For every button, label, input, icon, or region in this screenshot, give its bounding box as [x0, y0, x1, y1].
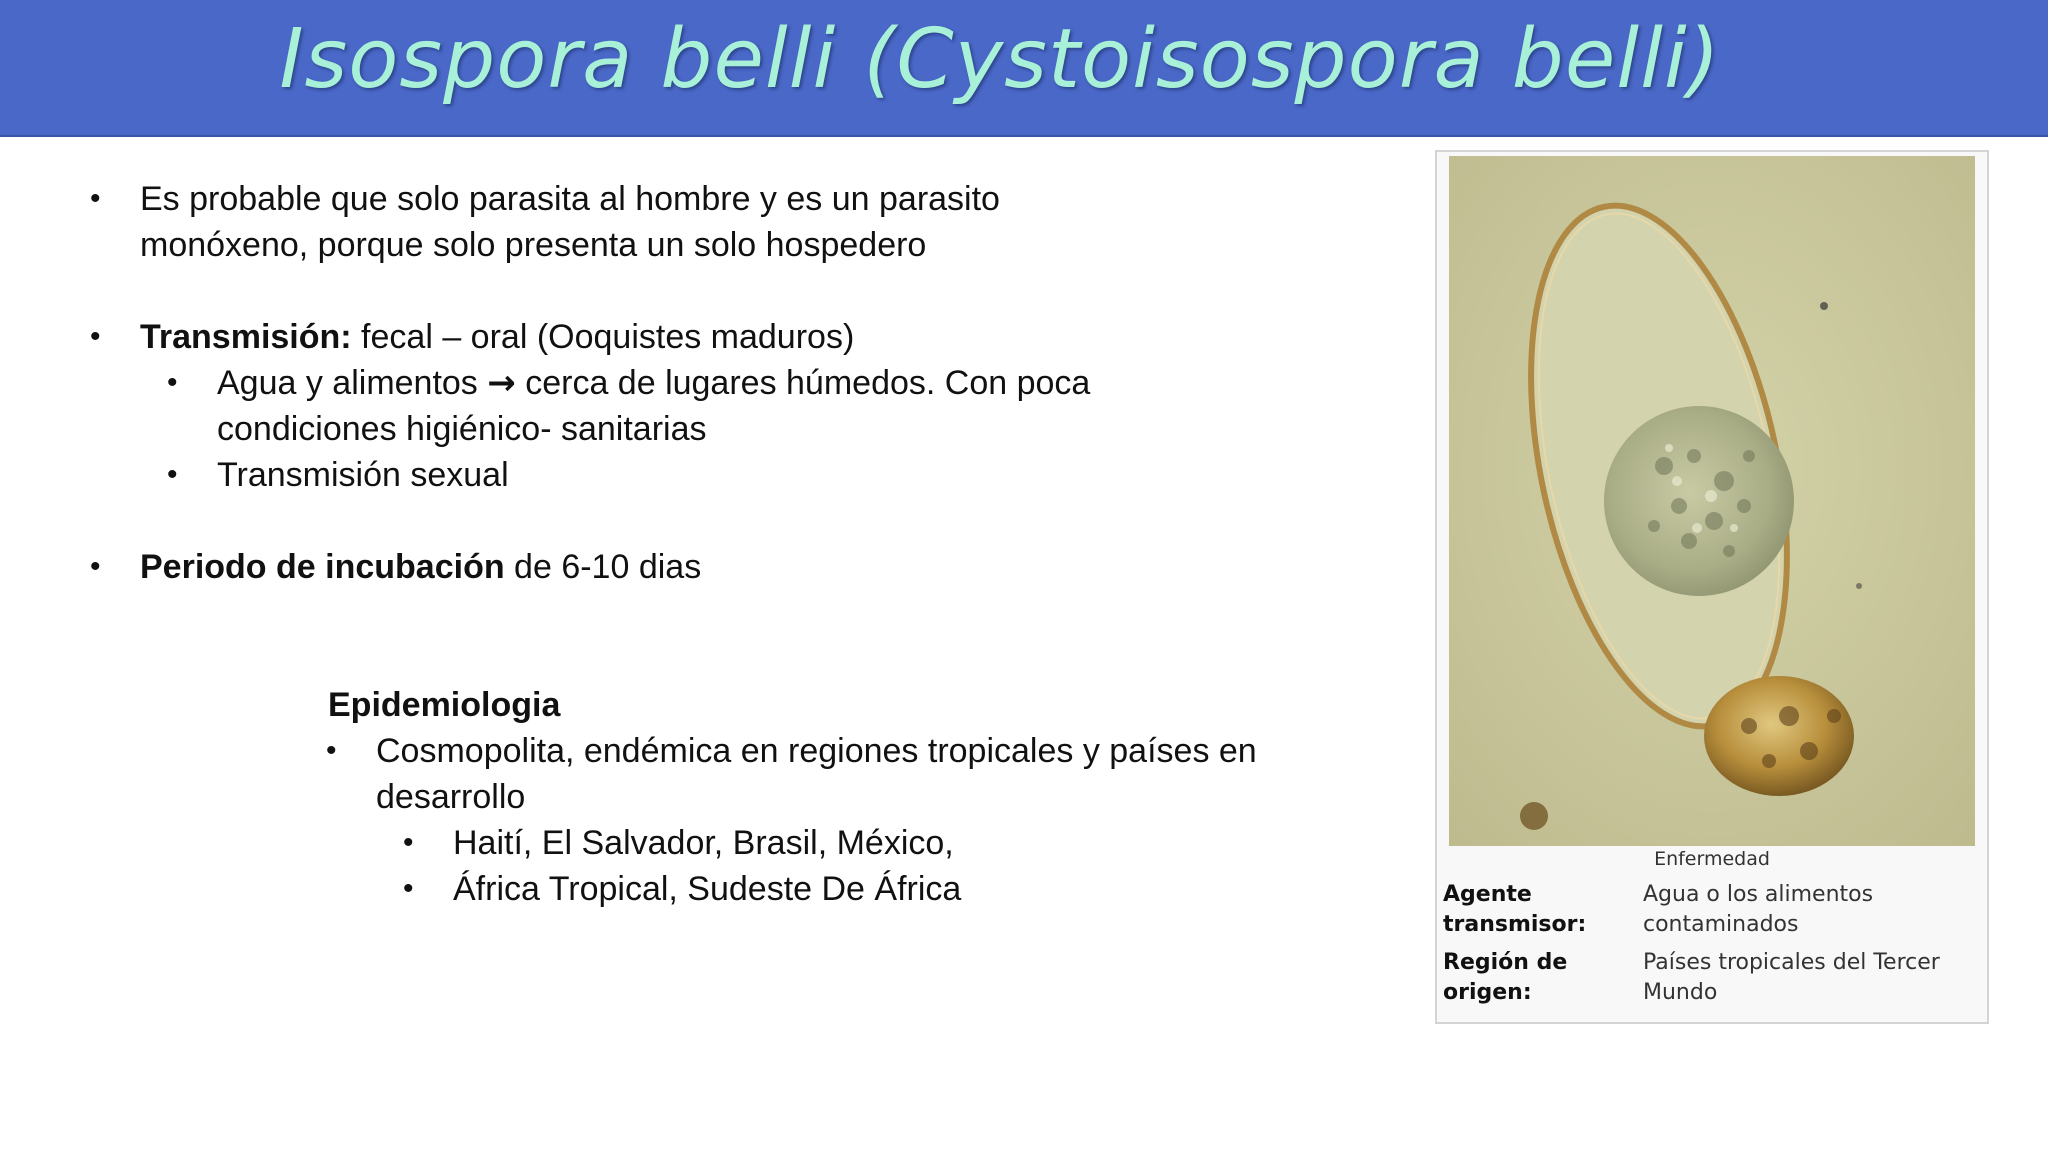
bullet-text: África Tropical, Sudeste De África [453, 870, 962, 908]
infobox-row-region [1443, 948, 1983, 1008]
bullet-incubation [90, 544, 1390, 590]
bullet-text [140, 176, 1000, 268]
arrow-right-icon: → [487, 363, 516, 403]
bullet-dot: • [167, 458, 178, 491]
bullet-line: Agua y alimentos [217, 364, 488, 402]
oocyst-micrograph-image [1449, 156, 1975, 846]
bullet-line: monóxeno, porque solo presenta un solo hospedero [140, 226, 927, 264]
infobox-value-line: Agua o los alimentos [1643, 882, 1874, 907]
bullet-line: cerca de lugares húmedos. Con poca [515, 364, 1091, 402]
bullet-line: desarrollo [376, 778, 526, 816]
infobox-value [1643, 948, 1983, 1008]
bullet-line: Es probable que solo parasita al hombre y es un parasito [140, 180, 1000, 218]
infobox-key [1443, 948, 1643, 1008]
bullet-transmission [90, 314, 1390, 360]
epidemiology-heading: Epidemiologia [328, 686, 561, 724]
epidemiology-item [326, 728, 1386, 820]
infobox-table [1443, 880, 1983, 1016]
sub-bullet-sexual [167, 452, 1367, 498]
infobox-key-line: Región de [1443, 950, 1568, 975]
infobox-value-line: Mundo [1643, 980, 1718, 1005]
bullet-dot: • [403, 872, 414, 905]
bullet-text [140, 314, 854, 360]
bullet-dot: • [90, 182, 101, 215]
infobox-key-line: origen: [1443, 980, 1532, 1005]
epidemiology-sub-item-countries [403, 820, 1383, 866]
bullet-line: condiciones higiénico- sanitarias [217, 410, 707, 448]
epidemiology-sub-item-africa [403, 866, 1383, 912]
infobox-header: Enfermedad [1654, 848, 1770, 870]
bullet-line: de 6-10 dias [504, 548, 702, 586]
bullet-dot: • [167, 366, 178, 399]
infobox-panel [1435, 150, 1989, 1024]
bullet-text [217, 360, 1090, 452]
slide-title [0, 12, 2000, 107]
infobox-key [1443, 880, 1643, 940]
infobox-value-line: contaminados [1643, 912, 1799, 937]
bullet-parasite-info [90, 176, 1390, 268]
bullet-text [140, 544, 701, 590]
bullet-dot: • [326, 734, 337, 767]
oocyst-micrograph-drawing [1449, 156, 1975, 846]
infobox-row-agent [1443, 880, 1983, 940]
bullet-dot: • [90, 320, 101, 353]
title-banner [0, 0, 2048, 137]
sub-bullet-water-food [167, 360, 1367, 452]
title-paren: (Cystoisospora belli) [863, 12, 1721, 107]
bullet-dot: • [403, 826, 414, 859]
title-main: Isospora belli [279, 12, 837, 107]
infobox-value [1643, 880, 1983, 940]
bullet-text: Haití, El Salvador, Brasil, México, [453, 824, 954, 862]
infobox-key-line: Agente [1443, 882, 1532, 907]
bullet-text [376, 728, 1257, 820]
bullet-line: Cosmopolita, endémica en regiones tropicales y países en [376, 732, 1257, 770]
infobox-value-line: Países tropicales del Tercer [1643, 950, 1940, 975]
bullet-bold-label: Periodo de incubación [140, 548, 505, 586]
bullet-dot: • [90, 550, 101, 583]
infobox-key-line: transmisor: [1443, 912, 1587, 937]
bullet-text: Transmisión sexual [217, 456, 509, 494]
bullet-bold-label: Transmisión: [140, 318, 352, 356]
bullet-line: fecal – oral (Ooquistes maduros) [351, 318, 855, 356]
